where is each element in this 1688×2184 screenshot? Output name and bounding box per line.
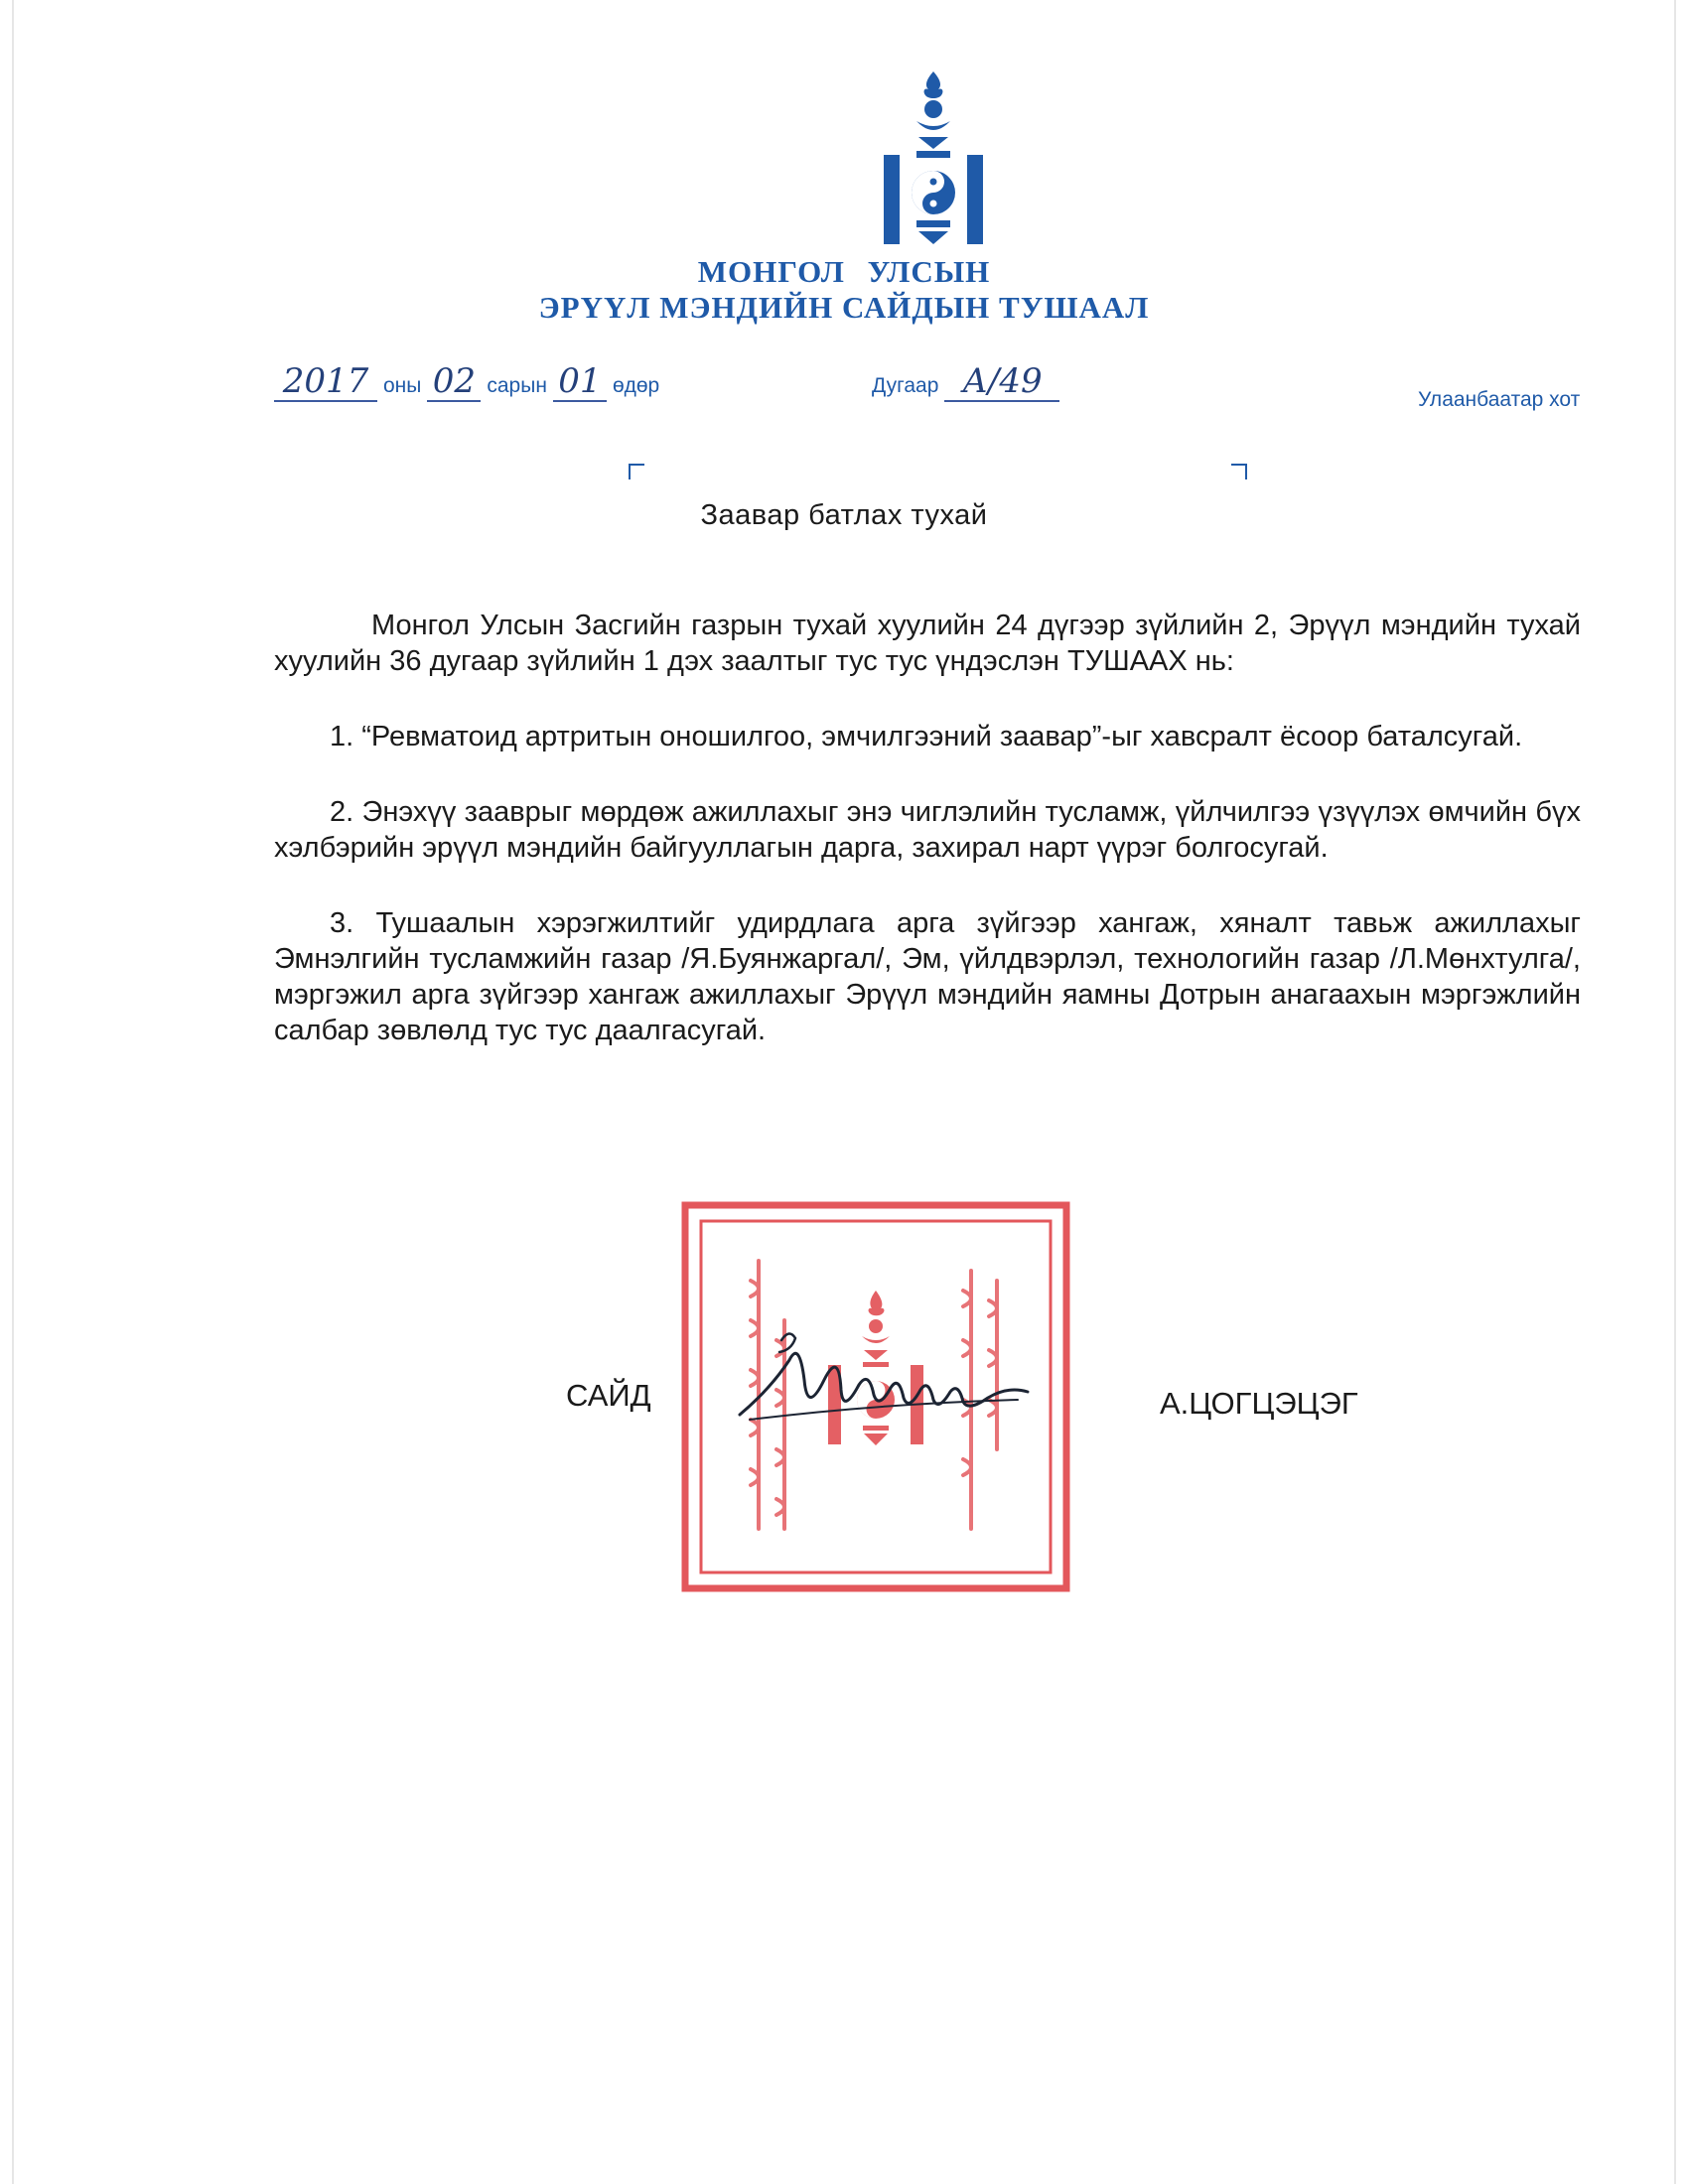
document-title: Заавар батлах тухай (700, 499, 988, 531)
order-item-1: 1. “Ревматоид артритын оношилгоо, эмчилгээний заавар”-ыг хавсралт ёсоор баталсугай. (330, 721, 1523, 752)
date-month-label: сарын (487, 374, 547, 397)
date-year-label: оны (383, 374, 422, 397)
preamble-paragraph: Монгол Улсын Засгийн газрын тухай хуулийн 24 дүгээр зүйлийн 2, Эрүүл мэндийн тухай хуулийн 36 дугаар зүйлийн 1 дэх заалтыг тус тус үндэслэн ТУШААХ нь: (274, 610, 1581, 677)
document-body (274, 608, 1581, 1088)
order-item-2: 2. Энэхүү зааврыг мөрдөж ажиллахыг энэ чиглэлийн тусламж, үйлчилгээ үзүүлэх өмчийн бүх хэлбэрийн эрүүл мэндийн байгууллагын дарга, захирал нарт үүрэг болгосугай. (274, 796, 1581, 864)
date-year: 2017 (274, 362, 377, 402)
page-edge-left (12, 0, 14, 2184)
title-corner-right (1231, 464, 1247, 479)
page-edge-right (1674, 0, 1676, 2184)
order-number-label: Дугаар (872, 374, 939, 397)
date-row (274, 362, 665, 402)
city-label: Улаанбаатар хот (1418, 388, 1581, 411)
header-ministry-order: ЭРҮҮЛ МЭНДИЙН САЙДЫН ТУШААЛ (538, 290, 1150, 325)
signatory-role: САЙД (566, 1378, 651, 1413)
date-day-label: өдөр (612, 374, 660, 397)
soyombo-emblem-icon (879, 69, 988, 248)
order-number: А/49 (944, 362, 1059, 402)
date-day: 01 (553, 362, 607, 402)
handwritten-signature (730, 1320, 1038, 1449)
title-corner-left (629, 464, 644, 479)
date-month: 02 (427, 362, 481, 402)
signatory-name: А.ЦОГЦЭЦЭГ (1160, 1386, 1358, 1421)
order-number-row (866, 362, 1059, 402)
order-item-3: 3. Тушаалын хэрэгжилтийг удирдлага арга зүйгээр хангаж, хяналт тавьж ажиллахыг Эмнэлгийн тусламжийн газар /Я.Буянжаргал/, Эм, үйлдвэрлэл, технологийн газар /Л.Мөнхтулга/, мэргэжил арга зүйгээр хангаж ажиллахыг Эрүүл мэндийн яамны Дотрын анагаахын мэргэжлийн салбар зөвлөлд тус тус даалгасугай. (274, 907, 1581, 1046)
header-country: МОНГОЛ УЛСЫН (697, 254, 991, 289)
